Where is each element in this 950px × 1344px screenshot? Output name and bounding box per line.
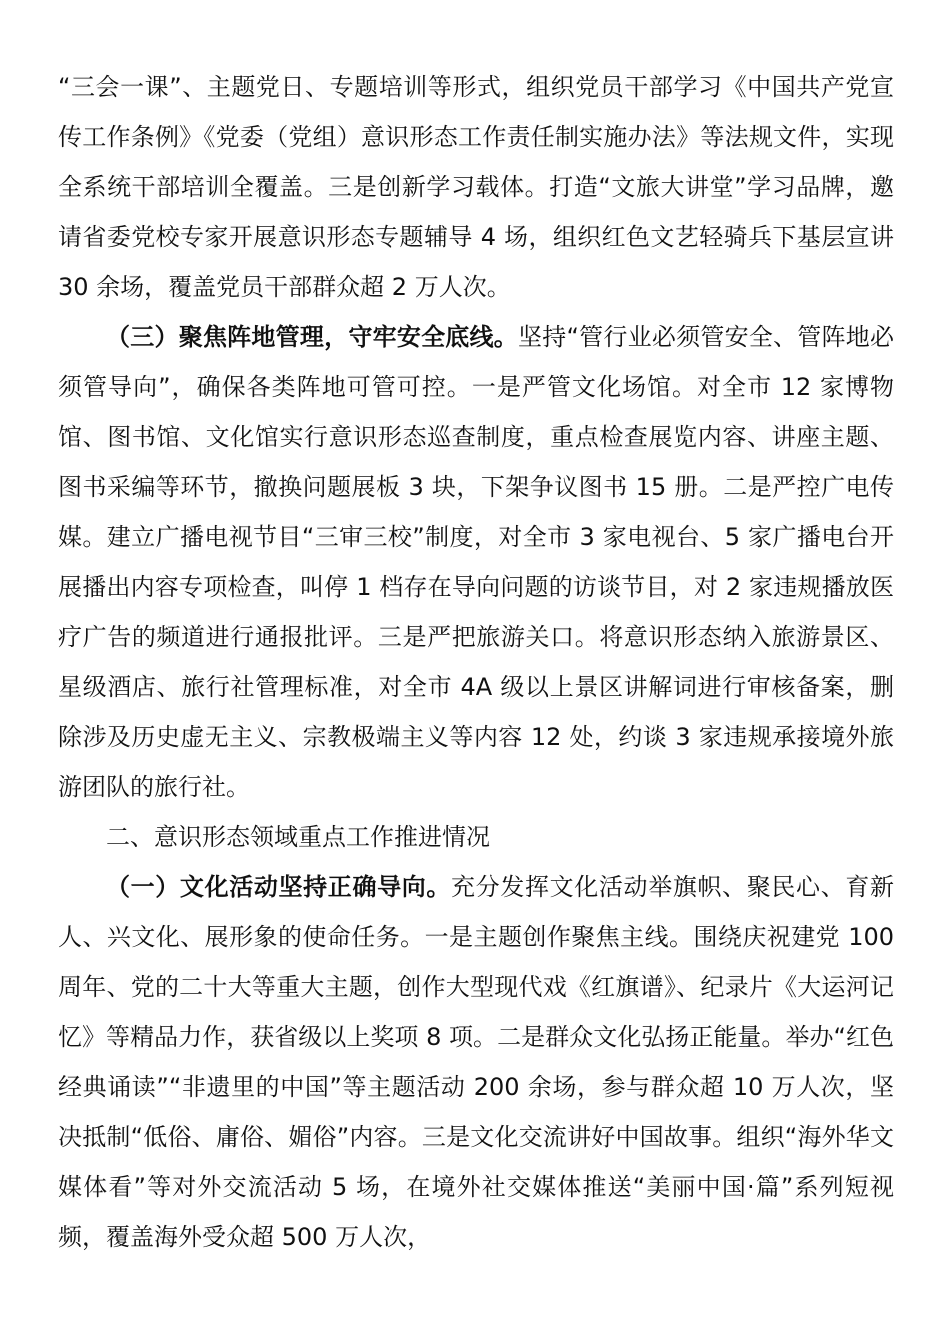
- section-1-paragraph: [58, 862, 894, 1262]
- part-2-title-text: 二、意识形态领域重点工作推进情况: [106, 823, 490, 851]
- document-page: [58, 62, 894, 1262]
- section-3-heading: （三）聚焦阵地管理，守牢安全底线。: [106, 323, 519, 351]
- section-3-body: 坚持“管行业必须管安全、管阵地必须管导向”，确保各类阵地可管可控。一是严管文化场馆。对全市 12 家博物馆、图书馆、文化馆实行意识形态巡查制度，重点检查展览内容、讲座主题、图书采编等环节，撤换问题展板 3 块，下架争议图书 15 册。二是严控广电传媒。建立广播电视节目“三审三校”制度，对全市 3 家电视台、5 家广播电台开展播出内容专项检查，叫停 1 档存在导向问题的访谈节目，对 2 家违规播放医疗广告的频道进行通报批评。三是严把旅游关口。将意识形态纳入旅游景区、星级酒店、旅行社管理标准，对全市 4A 级以上景区讲解词进行审核备案，删除涉及历史虚无主义、宗教极端主义等内容 12 处，约谈 3 家违规承接境外旅游团队的旅行社。: [58, 323, 895, 801]
- paragraph-study-carriers: [58, 62, 894, 312]
- section-1-body: 充分发挥文化活动举旗帜、聚民心、育新人、兴文化、展形象的使命任务。一是主题创作聚焦主线。围绕庆祝建党 100 周年、党的二十大等重大主题，创作大型现代戏《红旗谱》、纪录片《大运河记忆》等精品力作，获省级以上奖项 8 项。二是群众文化弘扬正能量。举办“红色经典诵读”“非遗里的中国”等主题活动 200 余场，参与群众超 10 万人次，坚决抵制“低俗、庸俗、媚俗”内容。三是文化交流讲好中国故事。组织“海外华文媒体看”等对外交流活动 5 场，在境外社交媒体推送“美丽中国·篇”系列短视频，覆盖海外受众超 500 万人次，: [58, 873, 894, 1251]
- section-3-paragraph: [58, 312, 894, 812]
- paragraph-text: “三会一课”、主题党日、专题培训等形式，组织党员干部学习《中国共产党宣传工作条例》《党委（党组）意识形态工作责任制实施办法》等法规文件，实现全系统干部培训全覆盖。三是创新学习载体。打造“文旅大讲堂”学习品牌，邀请省委党校专家开展意识形态专题辅导 4 场，组织红色文艺轻骑兵下基层宣讲 30 余场，覆盖党员干部群众超 2 万人次。: [58, 73, 894, 301]
- section-1-heading: （一）文化活动坚持正确导向。: [106, 873, 452, 901]
- part-2-title: [58, 812, 894, 862]
